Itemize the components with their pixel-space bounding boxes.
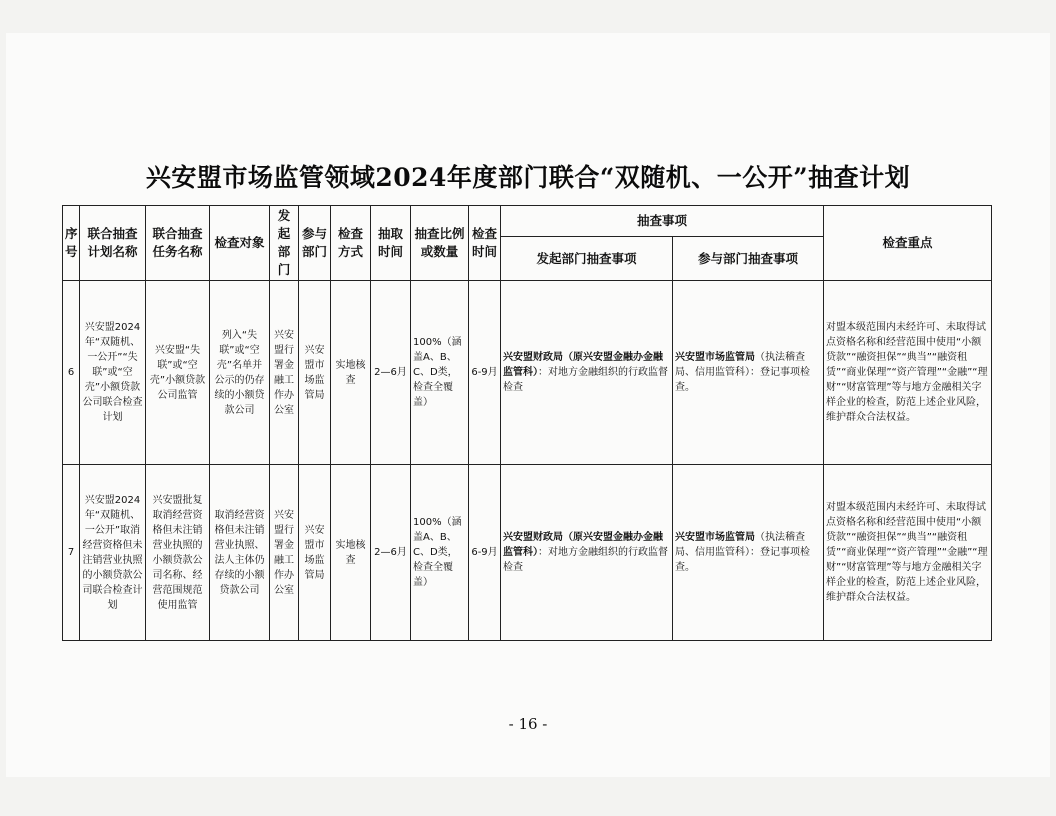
- cell-initiator: 兴安盟行署金融工作办公室: [270, 281, 299, 465]
- header-focus: 检查重点: [824, 206, 992, 281]
- header-ratio: 抽查比例或数量: [411, 206, 469, 281]
- initiator-items-dept: 兴安盟财政局（原兴安盟金融办金融监管科）: [503, 532, 663, 558]
- participant-items-text: （执法稽查局、信用监管科）：登记事项检查。: [675, 532, 810, 573]
- header-task-name: 联合抽查任务名称: [146, 206, 210, 281]
- cell-participant-items: [673, 465, 824, 641]
- header-participant: 参与部门: [299, 206, 331, 281]
- header-plan-name: 联合抽查计划名称: [80, 206, 146, 281]
- cell-check-time: 6-9月: [469, 281, 501, 465]
- header-sample-time: 抽取时间: [371, 206, 411, 281]
- header-seq: 序号: [63, 206, 80, 281]
- table-row: [63, 465, 992, 641]
- cell-sample-time: 2—6月: [371, 465, 411, 641]
- header-check-time: 检查时间: [469, 206, 501, 281]
- cell-task-name: 兴安盟“失联”或“空壳”小额贷款公司监管: [146, 281, 210, 465]
- cell-task-name: 兴安盟批复取消经营资格但未注销营业执照的小额贷款公司名称、经营范围规范使用监管: [146, 465, 210, 641]
- page-number: - 16 -: [508, 715, 548, 733]
- initiator-items-text: ：对地方金融组织的行政监督检查: [503, 547, 668, 573]
- participant-items-text: （执法稽查局、信用监管科）：登记事项检查。: [675, 352, 810, 393]
- cell-focus: 对盟本级范围内未经许可、未取得试点资格名称和经营范围中使用“小额贷款”“融资担保”“典当”“融资租赁”“商业保理”“资产管理”“金融”“理财”“财富管理”等与地方金融相关字样企业的检查，防范上述企业风险，维护群众合法权益。: [824, 281, 992, 465]
- cell-initiator-items: [501, 281, 673, 465]
- table-row: [63, 281, 992, 465]
- cell-method: 实地核查: [331, 281, 371, 465]
- cell-object: 取消经营资格但未注销营业执照、法人主体仍存续的小额贷款公司: [210, 465, 270, 641]
- cell-sample-time: 2—6月: [371, 281, 411, 465]
- initiator-items-dept: 兴安盟财政局（原兴安盟金融办金融监管科）: [503, 352, 663, 378]
- cell-check-time: 6-9月: [469, 465, 501, 641]
- header-participant-items: 参与部门抽查事项: [673, 237, 824, 281]
- document-title: 兴安盟市场监管领域2024年度部门联合“双随机、一公开”抽查计划: [145, 163, 911, 192]
- cell-participant: 兴安盟市场监管局: [299, 465, 331, 641]
- header-method: 检查方式: [331, 206, 371, 281]
- cell-focus: 对盟本级范围内未经许可、未取得试点资格名称和经营范围中使用“小额贷款”“融资担保”“典当”“融资租赁”“商业保理”“资产管理”“金融”“理财”“财富管理”等与地方金融相关字样企业的检查，防范上述企业风险，维护群众合法权益。: [824, 465, 992, 641]
- cell-seq: 6: [63, 281, 80, 465]
- header-initiator: 发起部门: [270, 206, 299, 281]
- cell-participant: 兴安盟市场监管局: [299, 281, 331, 465]
- cell-plan-name: 兴安盟2024年“双随机、一公开”取消经营资格但未注销营业执照的小额贷款公司联合检查计划: [80, 465, 146, 641]
- cell-ratio: 100%（涵盖A、B、C、D类，检查全覆盖）: [411, 281, 469, 465]
- header-object: 检查对象: [210, 206, 270, 281]
- cell-seq: 7: [63, 465, 80, 641]
- cell-initiator: 兴安盟行署金融工作办公室: [270, 465, 299, 641]
- cell-method: 实地核查: [331, 465, 371, 641]
- cell-plan-name: 兴安盟2024年“双随机、一公开”“失联”或“空壳”小额贷款公司联合检查计划: [80, 281, 146, 465]
- cell-object: 列入“失联”或“空壳”名单并公示的仍存续的小额贷款公司: [210, 281, 270, 465]
- inspection-plan-table: [62, 205, 992, 641]
- header-initiator-items: 发起部门抽查事项: [501, 237, 673, 281]
- participant-items-dept: 兴安盟市场监管局: [675, 352, 755, 363]
- participant-items-dept: 兴安盟市场监管局: [675, 532, 755, 543]
- cell-participant-items: [673, 281, 824, 465]
- cell-initiator-items: [501, 465, 673, 641]
- header-items-group: 抽查事项: [501, 206, 824, 237]
- initiator-items-text: ：对地方金融组织的行政监督检查: [503, 367, 668, 393]
- cell-ratio: 100%（涵盖A、B、C、D类，检查全覆盖）: [411, 465, 469, 641]
